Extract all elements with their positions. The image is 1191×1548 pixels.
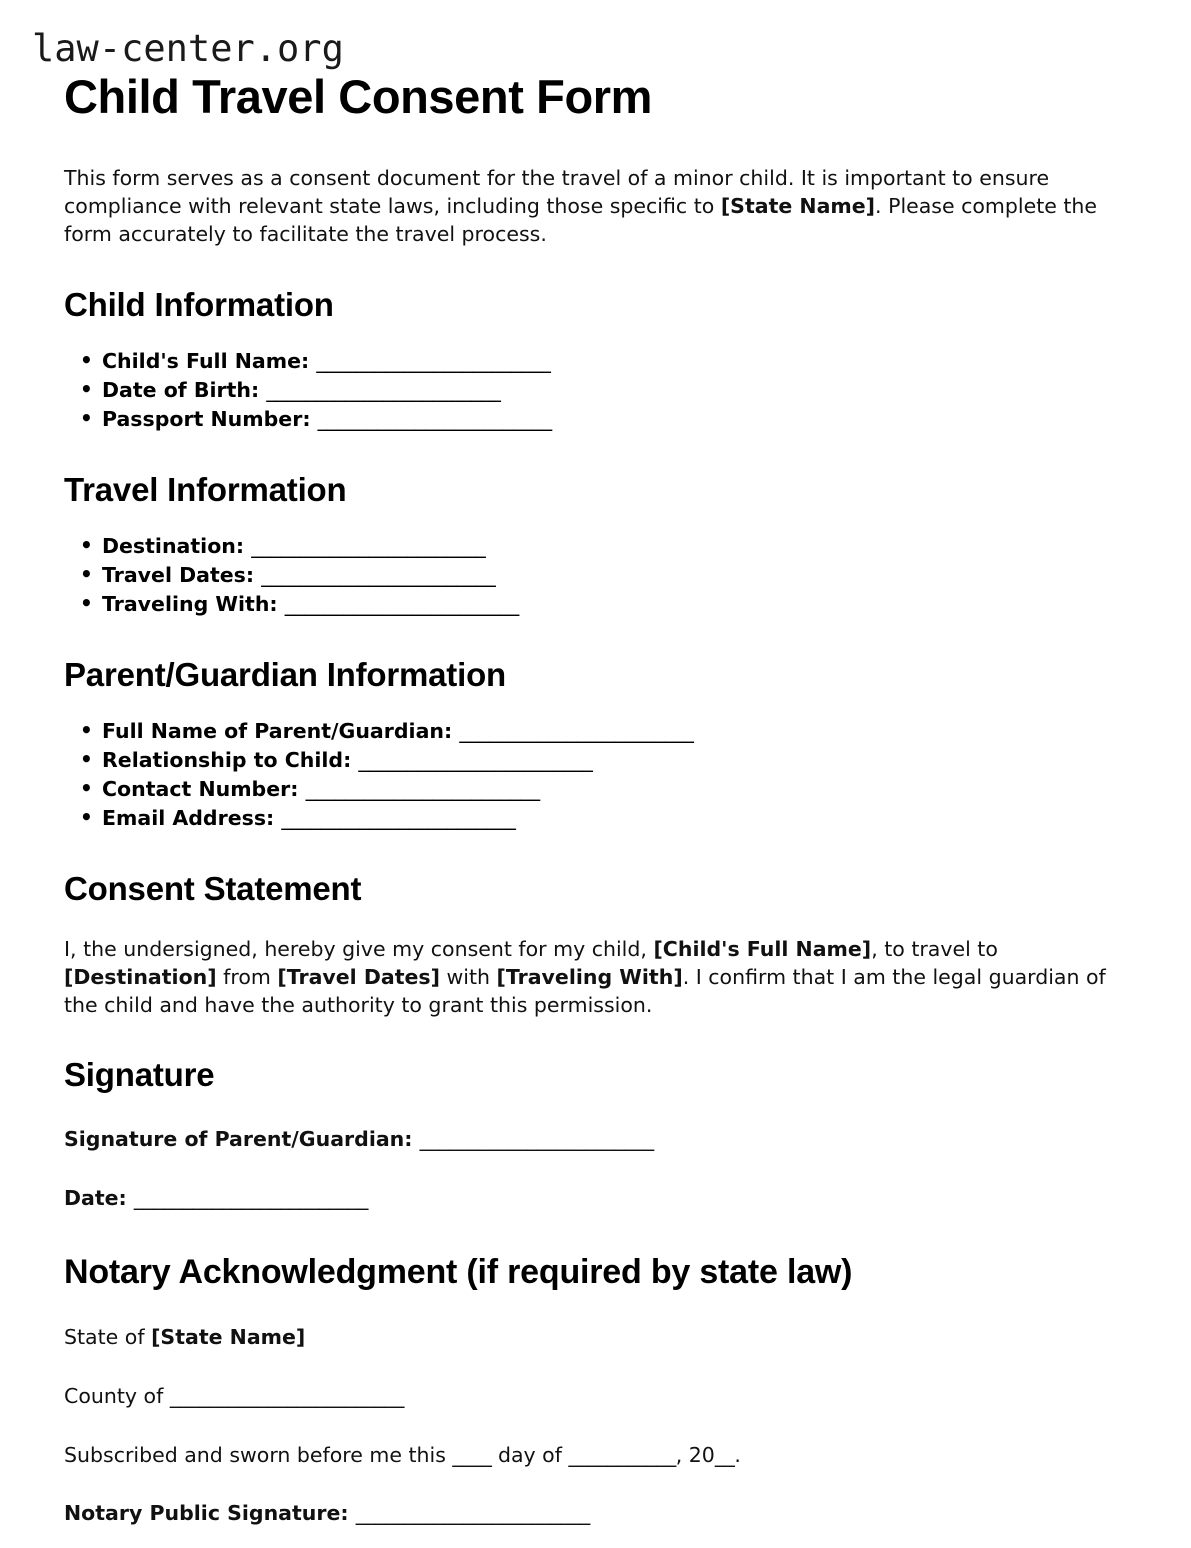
notary-signature-blank[interactable]: ________________________ [355, 1501, 590, 1526]
consent-destination-placeholder: [Destination] [64, 964, 217, 989]
notary-state-label: State of [64, 1325, 152, 1350]
intro-text-part2: . Please complete the form accurately to facilitate the travel process. [64, 194, 1098, 247]
field-label: Full Name of Parent/Guardian: [102, 718, 453, 743]
notary-county-line [64, 1382, 1131, 1411]
field-email-address [102, 804, 1131, 833]
field-blank[interactable]: ________________________ [317, 406, 552, 431]
sworn-text-4: . [734, 1442, 741, 1467]
field-blank[interactable]: ________________________ [281, 805, 516, 830]
parent-signature-blank[interactable]: ________________________ [419, 1127, 654, 1151]
signature-date-blank[interactable]: ________________________ [133, 1185, 368, 1210]
consent-text-5: . I confirm that I am the legal guardian of the child and have the authority to grant this permission. [64, 964, 1106, 1018]
notary-state-placeholder: [State Name] [151, 1325, 306, 1350]
heading-child-information: Child Information [64, 286, 334, 324]
parent-signature-line [64, 1125, 1131, 1154]
parent-information-field-list [32, 717, 1131, 833]
field-destination [102, 532, 1131, 561]
notary-county-label: County of [64, 1383, 170, 1408]
sworn-month-blank[interactable]: ___________ [568, 1442, 676, 1467]
field-label: Destination: [102, 533, 245, 558]
field-label: Date of Birth: [102, 377, 260, 402]
signature-date-line [64, 1184, 1131, 1213]
field-blank[interactable]: ________________________ [266, 377, 501, 402]
notary-signature-label: Notary Public Signature: [64, 1501, 349, 1526]
consent-dates-placeholder: [Travel Dates] [277, 964, 440, 989]
heading-signature: Signature [64, 1056, 215, 1094]
heading-parent-guardian-information: Parent/Guardian Information [64, 655, 506, 693]
field-blank[interactable]: ________________________ [261, 562, 496, 587]
field-label: Traveling With: [102, 591, 278, 616]
child-information-field-list [32, 347, 1131, 434]
field-label: Travel Dates: [102, 562, 255, 587]
field-full-name-of-parent-guardian [102, 717, 1131, 746]
notary-state-line [64, 1323, 1131, 1352]
sworn-text-1: Subscribed and sworn before me this [64, 1442, 453, 1467]
field-date-of-birth [102, 376, 1131, 405]
signature-date-label: Date: [64, 1185, 127, 1210]
heading-travel-information: Travel Information [64, 471, 347, 509]
consent-statement-paragraph [64, 935, 1124, 1020]
sworn-text-2: day of [491, 1442, 569, 1467]
field-blank[interactable]: ________________________ [316, 348, 551, 373]
parent-signature-label: Signature of Parent/Guardian: [64, 1127, 413, 1151]
field-blank[interactable]: ________________________ [251, 533, 486, 558]
field-label: Contact Number: [102, 776, 299, 801]
field-childs-full-name [102, 347, 1131, 376]
field-passport-number [102, 405, 1131, 434]
field-travel-dates [102, 561, 1131, 590]
sworn-year-blank[interactable]: __ [714, 1442, 735, 1467]
sworn-text-3: , 20 [675, 1442, 715, 1467]
consent-text-3: from [216, 964, 278, 989]
field-label: Child's Full Name: [102, 348, 310, 373]
consent-text-1: I, the undersigned, hereby give my consent for my child, [64, 936, 654, 961]
travel-information-field-list [32, 532, 1131, 619]
consent-child-placeholder: [Child's Full Name] [653, 936, 872, 961]
notary-county-blank[interactable]: ________________________ [169, 1383, 404, 1408]
intro-paragraph [64, 165, 1109, 249]
consent-traveling-with-placeholder: [Traveling With] [496, 964, 683, 989]
field-relationship-to-child [102, 746, 1131, 775]
intro-state-placeholder: [State Name] [720, 194, 876, 219]
page-title: Child Travel Consent Form [64, 69, 653, 123]
field-contact-number [102, 775, 1131, 804]
field-blank[interactable]: ________________________ [459, 718, 694, 743]
site-name: law-center.org [32, 27, 344, 70]
notary-sworn-line [64, 1441, 1131, 1470]
notary-signature-line [64, 1499, 1131, 1528]
field-blank[interactable]: ________________________ [305, 776, 540, 801]
consent-text-4: with [439, 964, 497, 989]
heading-notary-acknowledgment: Notary Acknowledgment (if required by state law) [64, 1253, 853, 1292]
intro-text-part1: This form serves as a consent document for the travel of a minor child. It is important to ensure compliance with relevant state laws, including those specific to [64, 166, 1050, 219]
field-blank[interactable]: ________________________ [358, 747, 593, 772]
field-label: Relationship to Child: [102, 747, 352, 772]
field-traveling-with [102, 590, 1131, 619]
field-label: Email Address: [102, 805, 275, 830]
sworn-day-blank[interactable]: ____ [452, 1442, 492, 1467]
field-label: Passport Number: [102, 406, 311, 431]
heading-consent-statement: Consent Statement [64, 869, 362, 907]
field-blank[interactable]: ________________________ [284, 591, 519, 616]
consent-text-2: , to travel to [871, 936, 998, 961]
